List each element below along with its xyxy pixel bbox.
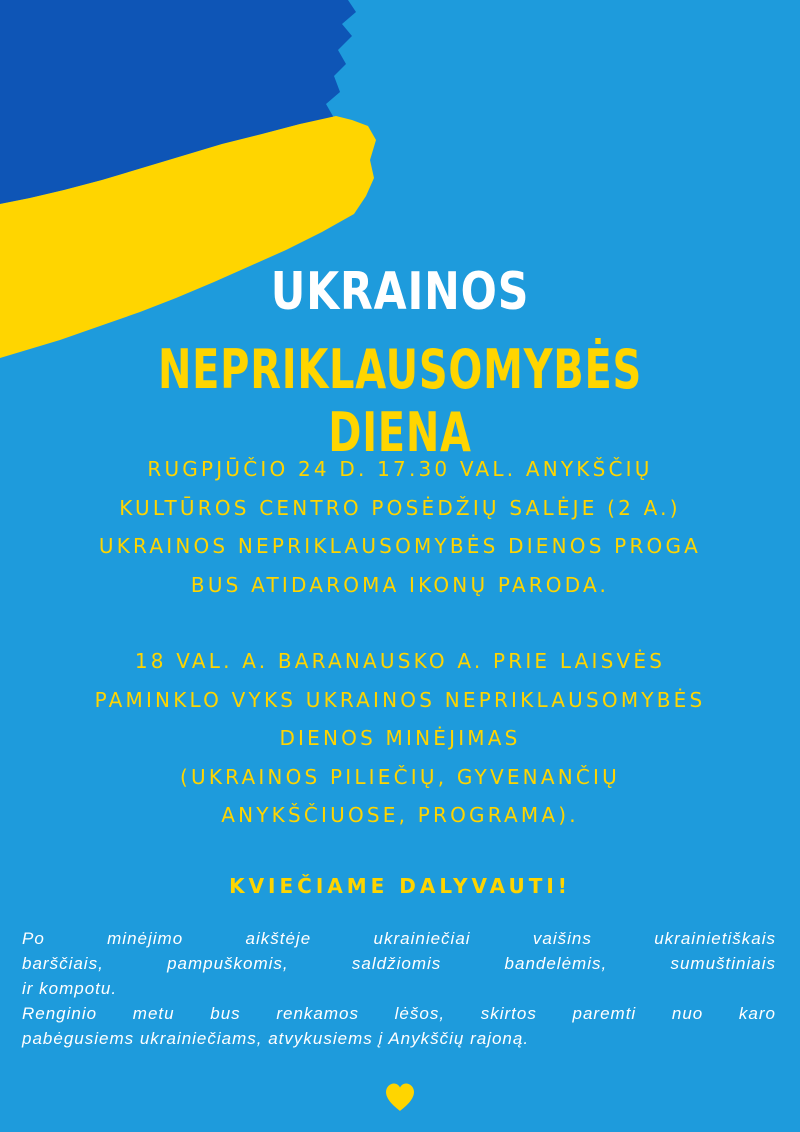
event-2-line: 18 VAL. A. BARANAUSKO A. PRIE LAISVĖS [134,649,666,673]
event-2-line: DIENOS MINĖJIMAS [279,726,521,750]
event-1-line: RUGPJŪČIO 24 D. 17.30 VAL. ANYKŠČIŲ [147,457,653,481]
event-2-line: ANYKŠČIUOSE, PROGRAMA). [221,803,579,827]
event-1-line: BUS ATIDAROMA IKONŲ PARODA. [190,572,610,597]
event-2-line: (UKRAINOS PILIEČIŲ, GYVENANČIŲ [180,764,620,789]
event-2-text [20,642,780,835]
invite-heading: KVIEČIAME DALYVAUTI! [229,874,571,898]
details-line: barščiais, pampuškomis, saldžiomis bandelėmis, sumuštiniais [22,954,776,973]
title-line-2: NEPRIKLAUSOMYBĖS DIENA [157,338,643,464]
event-1-line: UKRAINOS NEPRIKLAUSOMYBĖS DIENOS PROGA [98,534,702,558]
details-paragraph [22,926,776,1051]
event-1-line: KULTŪROS CENTRO POSĖDŽIŲ SALĖJE (2 A.) [119,495,681,520]
details-line: Po minėjimo aikštėje ukrainiečiai vaišins ukrainietiškais [22,929,776,948]
event-2-line: PAMINKLO VYKS UKRAINOS NEPRIKLAUSOMYBĖS [94,687,706,712]
details-line: Renginio metu bus renkamos lėšos, skirtos paremti nuo karo [22,1004,776,1023]
title-line-1: UKRAINOS [270,262,530,322]
details-line: ir kompotu. [22,979,118,998]
event-1-text [20,450,780,604]
heart-icon [384,1082,416,1112]
details-line: pabėgusiems ukrainiečiams, atvykusiems į Anykščių rajoną. [22,1029,530,1048]
